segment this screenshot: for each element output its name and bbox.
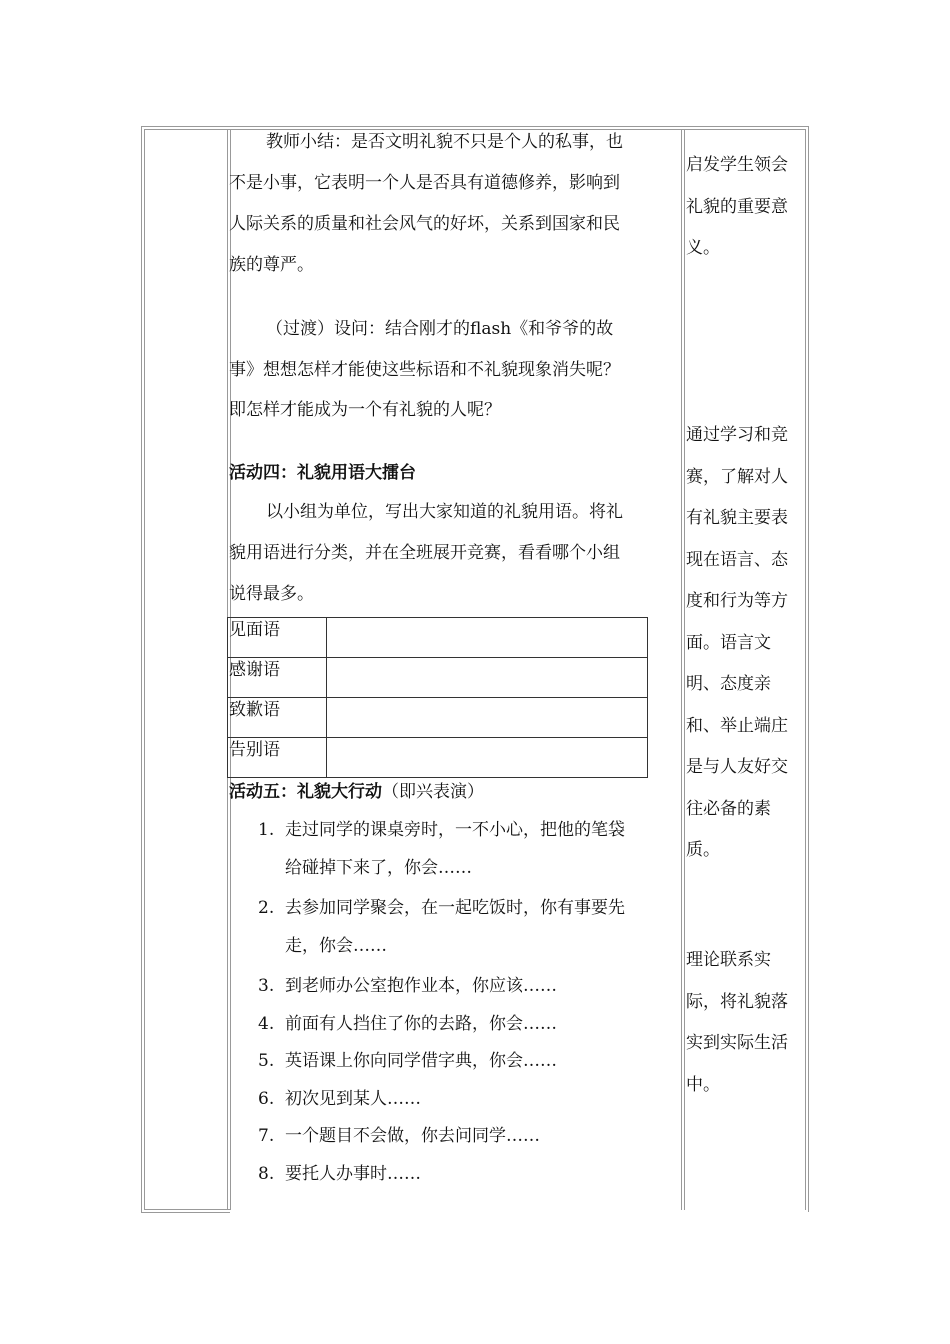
category-label: 致歉语 [228, 698, 327, 738]
side-note-line: 明、态度亲 [686, 674, 771, 694]
category-label: 感谢语 [228, 658, 327, 698]
item-line: 走，你会…… [285, 936, 387, 956]
category-answer-cell [327, 618, 648, 658]
side-note-purpose [686, 145, 808, 270]
activity4-line: 说得最多。 [229, 584, 314, 604]
table-row [228, 618, 648, 658]
column-divider-2b [684, 129, 685, 1210]
item-line: 要托人办事时…… [285, 1164, 421, 1184]
item-text [285, 1155, 675, 1193]
column-divider-2 [681, 129, 682, 1210]
table-left-border [141, 126, 142, 1212]
table-row [228, 698, 648, 738]
activity4-line: 貌用语进行分类，并在全班展开竞赛，看看哪个小组 [229, 543, 620, 563]
activity5-title [229, 777, 669, 807]
category-answer-cell [327, 738, 648, 778]
activity5-title-note: （即兴表演） [382, 782, 484, 802]
summary-line: 人际关系的质量和社会风气的好坏，关系到国家和民 [229, 214, 620, 234]
summary-line: 不是小事，它表明一个人是否具有道德修养，影响到 [229, 173, 620, 193]
side-note-line: 义。 [686, 238, 720, 258]
side-note-line: 中。 [686, 1074, 720, 1095]
side-note-line: 实到实际生活 [686, 1033, 788, 1053]
side-note-line: 度和行为等方 [686, 591, 788, 611]
side-note-learning [686, 415, 808, 872]
item-number: 2. [258, 898, 275, 918]
item-number: 3. [258, 976, 275, 996]
transition-line: （过渡）设问：结合刚才的flash《和爷爷的故 [266, 319, 614, 339]
polite-phrases-table [227, 617, 648, 778]
item-text [285, 811, 675, 887]
item-line: 去参加同学聚会，在一起吃饭时，你有事要先 [285, 898, 625, 918]
table-left-border-inner [144, 129, 145, 1210]
side-note-line: 理论联系实 [686, 950, 771, 970]
table-row [228, 658, 648, 698]
summary-line: 族的尊严。 [229, 255, 314, 275]
table-row [228, 738, 648, 778]
side-note-line: 和、举止端庄 [686, 715, 788, 736]
side-note-line: 启发学生领会 [686, 155, 788, 175]
table-bottom-border [141, 1212, 230, 1213]
item-number: 8. [258, 1164, 275, 1184]
item-text [285, 967, 675, 1005]
side-note-line: 有礼貌主要表 [686, 508, 788, 528]
item-line: 走过同学的课桌旁时，一不小心，把他的笔袋 [285, 820, 625, 840]
side-note-line: 现在语言、态 [686, 549, 788, 570]
transition-line: 事》想想怎样才能使这些标语和不礼貌现象消失呢？ [229, 360, 620, 380]
activity5-title-main: 活动五：礼貌大行动 [229, 782, 382, 802]
side-note-line: 面。语言文 [686, 632, 771, 653]
table-right-border-outer [808, 126, 809, 1212]
item-number: 7. [258, 1126, 275, 1146]
category-answer-cell [327, 698, 648, 738]
item-number: 5. [258, 1051, 275, 1071]
item-text [285, 1042, 675, 1080]
item-line: 到老师办公室抱作业本，你应该…… [285, 976, 557, 996]
activity4-title: 活动四：礼貌用语大擂台 [229, 463, 416, 483]
side-note-line: 礼貌的重要意 [686, 196, 788, 217]
transition-line: 即怎样才能成为一个有礼貌的人呢？ [229, 400, 501, 420]
activity4-line: 以小组为单位，写出大家知道的礼貌用语。将礼 [266, 502, 623, 522]
category-label: 告别语 [228, 738, 327, 778]
item-number: 1. [258, 820, 275, 840]
item-line: 前面有人挡住了你的去路，你会…… [285, 1014, 557, 1034]
side-note-line: 际，将礼貌落 [686, 991, 788, 1012]
item-number: 4. [258, 1014, 275, 1034]
item-line: 给碰掉下来了，你会…… [285, 858, 472, 878]
side-note-line: 赛，了解对人 [686, 466, 788, 487]
item-number: 6. [258, 1089, 275, 1109]
table-bottom-border-inner [144, 1209, 230, 1210]
category-label: 见面语 [228, 618, 327, 658]
side-note-line: 质。 [686, 840, 720, 860]
item-line: 初次见到某人…… [285, 1089, 421, 1109]
item-line: 一个题目不会做，你去问同学…… [285, 1126, 540, 1146]
side-note-practice [686, 940, 808, 1106]
side-note-line: 是与人友好交 [686, 757, 788, 777]
side-note-line: 通过学习和竞 [686, 425, 788, 445]
item-text [285, 889, 675, 965]
item-text [285, 1005, 675, 1043]
summary-line: 教师小结：是否文明礼貌不只是个人的私事，也 [266, 132, 623, 152]
category-answer-cell [327, 658, 648, 698]
side-note-line: 往必备的素 [686, 798, 771, 819]
item-line: 英语课上你向同学借字典，你会…… [285, 1051, 557, 1071]
item-text [285, 1117, 675, 1155]
item-text [285, 1080, 675, 1118]
